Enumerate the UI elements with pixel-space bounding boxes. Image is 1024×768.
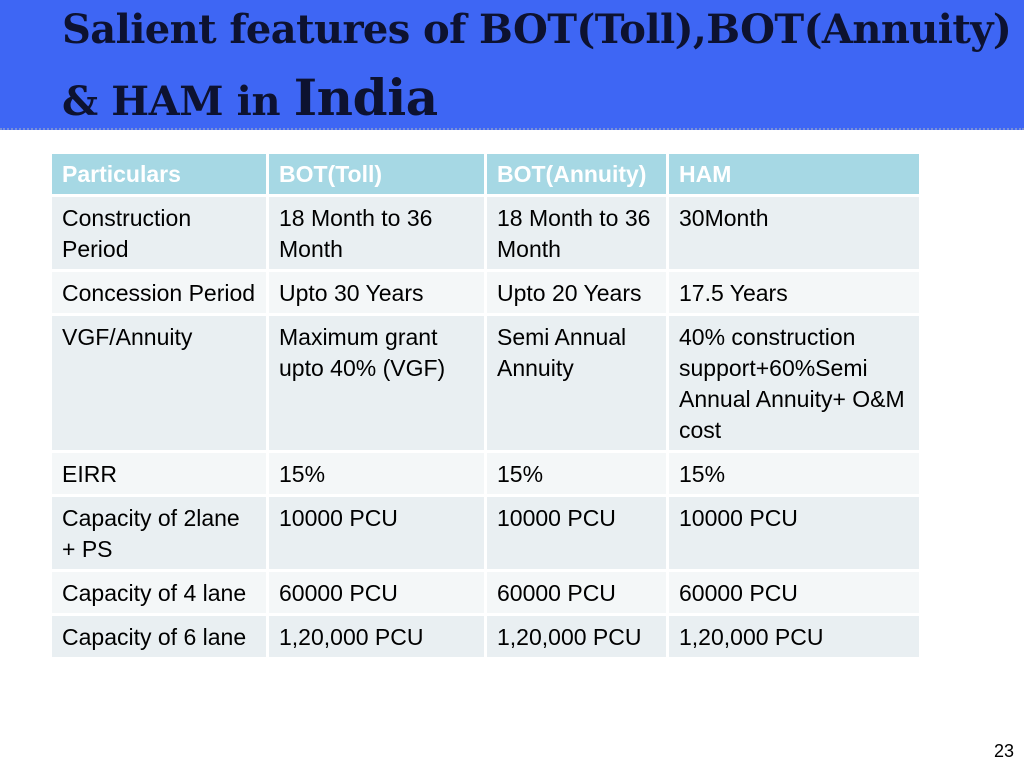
slide-title-line-1: Salient features of BOT(Toll),BOT(Annuity) [62,6,1012,53]
header-bot-annuity: BOT(Annuity) [487,154,669,197]
table-cell: EIRR [52,453,269,497]
table-cell: 1,20,000 PCU [487,616,669,660]
title-prefix: & HAM [62,78,237,125]
table-cell: Capacity of 2lane + PS [52,497,269,572]
title-band [0,0,1024,130]
table-header-row [52,154,922,197]
table-cell: 15% [269,453,487,497]
table-cell: 15% [669,453,922,497]
table-row [52,572,922,616]
table-cell: 15% [487,453,669,497]
table-cell: 18 Month to 36 Month [487,197,669,272]
table-cell: VGF/Annuity [52,316,269,453]
table-cell: 10000 PCU [269,497,487,572]
title-in: in [236,78,294,125]
table-row [52,197,922,272]
header-ham: HAM [669,154,922,197]
slide-title-line-2 [62,68,438,127]
table-cell: 30Month [669,197,922,272]
table-row [52,272,922,316]
table-row [52,616,922,660]
table-cell: Capacity of 6 lane [52,616,269,660]
table-cell: 18 Month to 36 Month [269,197,487,272]
table-cell: 10000 PCU [669,497,922,572]
table-cell: Construction Period [52,197,269,272]
comparison-table [52,154,922,660]
table-cell: 1,20,000 PCU [669,616,922,660]
table-cell: Maximum grant upto 40% (VGF) [269,316,487,453]
table-cell: 60000 PCU [669,572,922,616]
table-cell: Upto 30 Years [269,272,487,316]
title-country: India [293,68,438,127]
table-row [52,497,922,572]
table-cell: 40% construction support+60%Semi Annual Annuity+ O&M cost [669,316,922,453]
table-row [52,316,922,453]
table-cell: Concession Period [52,272,269,316]
header-bot-toll: BOT(Toll) [269,154,487,197]
table-cell: 60000 PCU [487,572,669,616]
table-cell: Capacity of 4 lane [52,572,269,616]
table-cell: 10000 PCU [487,497,669,572]
table-cell: 60000 PCU [269,572,487,616]
page-number: 23 [993,741,1014,761]
table-cell: 17.5 Years [669,272,922,316]
table-cell: Semi Annual Annuity [487,316,669,453]
table-cell: 1,20,000 PCU [269,616,487,660]
table-cell: Upto 20 Years [487,272,669,316]
header-particulars: Particulars [52,154,269,197]
table-row [52,453,922,497]
